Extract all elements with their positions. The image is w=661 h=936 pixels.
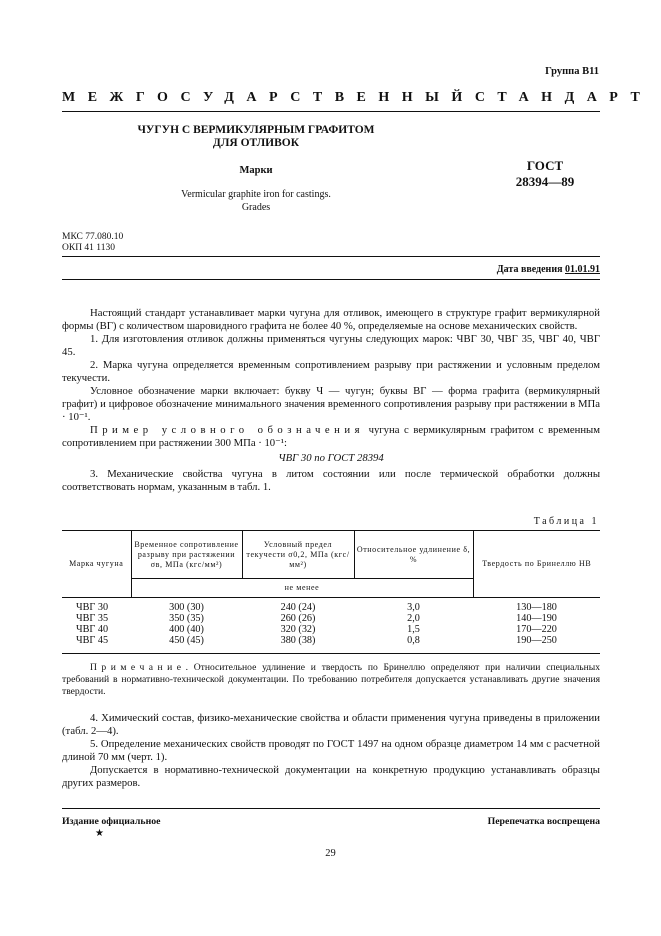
table-note xyxy=(62,662,600,697)
example-text: чугуна с вермикулярным графитом с временным сопротивлением при растяжении 300 МПа · 10⁻¹: xyxy=(62,424,600,449)
table-row xyxy=(62,624,600,635)
cell-elongation: 3,0 xyxy=(407,601,420,613)
table-bottom-rule xyxy=(62,653,600,654)
cell-tensile: 400 (40) xyxy=(169,623,204,635)
paragraph-4: 4. Химический состав, физико-механические свойства и области применения чугуна приведены в приложении (табл. 2—4). xyxy=(62,712,600,737)
standard-banner xyxy=(62,90,653,106)
document-title xyxy=(120,124,392,150)
example-paragraph xyxy=(62,424,600,450)
paragraph-6: Допускается в нормативно-технической документации на конкретную продукцию устанавливать образцы других размеров. xyxy=(62,764,600,789)
note-text: . Относительное удлинение и твердость по Бринеллю определяют при наличии специальных требований в нормативно-технической документации. По требованию потребителя допускается устанавливать другие значения твердости. xyxy=(62,662,600,697)
gost-designation xyxy=(490,158,600,190)
banner-word-interstate: МЕЖГОСУДАРСТВЕННЫЙ xyxy=(62,90,475,105)
cell-hardness: 170—220 xyxy=(516,623,557,635)
cell-elongation: 0,8 xyxy=(407,634,420,646)
effective-date-label: Дата введения xyxy=(496,264,563,275)
star-icon: ★ xyxy=(95,828,104,839)
english-title-line-2: Grades xyxy=(241,202,271,213)
cell-hardness: 130—180 xyxy=(516,601,557,613)
cell-yield: 320 (32) xyxy=(280,623,316,635)
document-subtitle: Марки xyxy=(239,165,273,176)
banner-word-standard: СТАНДАРТ xyxy=(474,90,653,105)
header-rule xyxy=(62,111,600,112)
cell-yield: 240 (24) xyxy=(280,601,316,613)
effective-date xyxy=(497,264,600,275)
table-row xyxy=(62,635,600,646)
header-tensile: Временное сопротивление разрыву при растяжении σв, МПа (кгс/мм²) xyxy=(131,531,242,579)
properties-table xyxy=(62,530,600,646)
group-code: Группа В11 xyxy=(545,66,599,77)
cell-grade: ЧВГ 30 xyxy=(76,601,109,613)
paragraph-2: 2. Марка чугуна определяется временным сопротивлением разрыву при растяжении и условным пределом текучести. xyxy=(62,359,600,384)
table-row xyxy=(62,613,600,624)
body-text-2 xyxy=(62,712,600,790)
cell-tensile: 350 (35) xyxy=(169,612,204,624)
cell-grade: ЧВГ 35 xyxy=(76,612,109,624)
header-minimum: не менее xyxy=(131,579,473,598)
paragraph-1: 1. Для изготовления отливок должны применяться чугуны следующих марок: ЧВГ 30, ЧВГ 35, ЧВГ 40, ЧВГ 45. xyxy=(62,333,600,358)
body-text-1 xyxy=(62,307,600,494)
cell-hardness: 190—250 xyxy=(516,634,557,646)
cell-grade: ЧВГ 40 xyxy=(76,623,109,635)
english-title xyxy=(120,188,392,214)
example-label: Пример условного обозначения xyxy=(90,424,364,436)
cell-yield: 260 (26) xyxy=(280,612,316,624)
effective-date-value: 01.01.91 xyxy=(565,264,600,275)
paragraph-5: 5. Определение механических свойств проводят по ГОСТ 1497 на одном образце диаметром 14 мм с расчетной длиной 70 мм (черт. 1). xyxy=(62,738,600,763)
reprint-forbidden: Перепечатка воспрещена xyxy=(487,816,600,827)
header-yield: Условный предел текучести σ0,2, МПа (кгс/мм²) xyxy=(242,531,354,579)
table-header-row xyxy=(62,531,600,579)
header-hardness: Твердость по Бринеллю НВ xyxy=(473,531,600,598)
header-grade: Марка чугуна xyxy=(62,531,131,598)
paragraph-3: 3. Механические свойства чугуна в литом состоянии или после термической обработки должны соответствовать нормам, указанным в табл. 1. xyxy=(62,468,600,493)
cell-elongation: 1,5 xyxy=(407,623,420,635)
header-elongation: Относительное удлинение δ, % xyxy=(354,531,473,579)
paragraph-designation: Условное обозначение марки включает: букву Ч — чугун; буквы ВГ — форма графита (вермикулярный графит) и цифровое обозначение минимального значения временного сопротивления разрыву при растяжении в МПа · 10⁻¹. xyxy=(62,385,600,423)
cell-yield: 380 (38) xyxy=(280,634,316,646)
example-designation: ЧВГ 30 по ГОСТ 28394 xyxy=(278,452,384,464)
official-edition: Издание официальное xyxy=(62,816,161,827)
gost-label: ГОСТ xyxy=(526,158,564,173)
intro-paragraph: Настоящий стандарт устанавливает марки чугуна для отливок, имеющего в структуре графит вермикулярной формы (ВГ) с количеством шаровидного графита не более 40 %, определяемые на основе механических свойств. xyxy=(62,307,600,332)
cell-grade: ЧВГ 45 xyxy=(76,634,109,646)
mks-code: МКС 77.080.10 xyxy=(62,232,124,242)
okp-code: ОКП 41 1130 xyxy=(62,243,115,253)
title-line-1: ЧУГУН С ВЕРМИКУЛЯРНЫМ ГРАФИТОМ xyxy=(137,124,375,136)
english-title-line-1: Vermicular graphite iron for castings. xyxy=(181,189,331,200)
date-rule xyxy=(62,279,600,280)
title-line-2: ДЛЯ ОТЛИВОК xyxy=(212,137,300,149)
note-label: Примечание xyxy=(90,662,186,673)
codes-rule xyxy=(62,256,600,257)
cell-hardness: 140—190 xyxy=(516,612,557,624)
page-number: 29 xyxy=(325,848,336,859)
cell-tensile: 300 (30) xyxy=(169,601,204,613)
gost-number: 28394—89 xyxy=(515,174,575,189)
classification-codes xyxy=(62,232,123,254)
footer-rule xyxy=(62,808,600,809)
cell-tensile: 450 (45) xyxy=(169,634,204,646)
cell-elongation: 2,0 xyxy=(407,612,420,624)
table-caption: Таблица 1 xyxy=(533,516,599,527)
table-row xyxy=(62,602,600,613)
